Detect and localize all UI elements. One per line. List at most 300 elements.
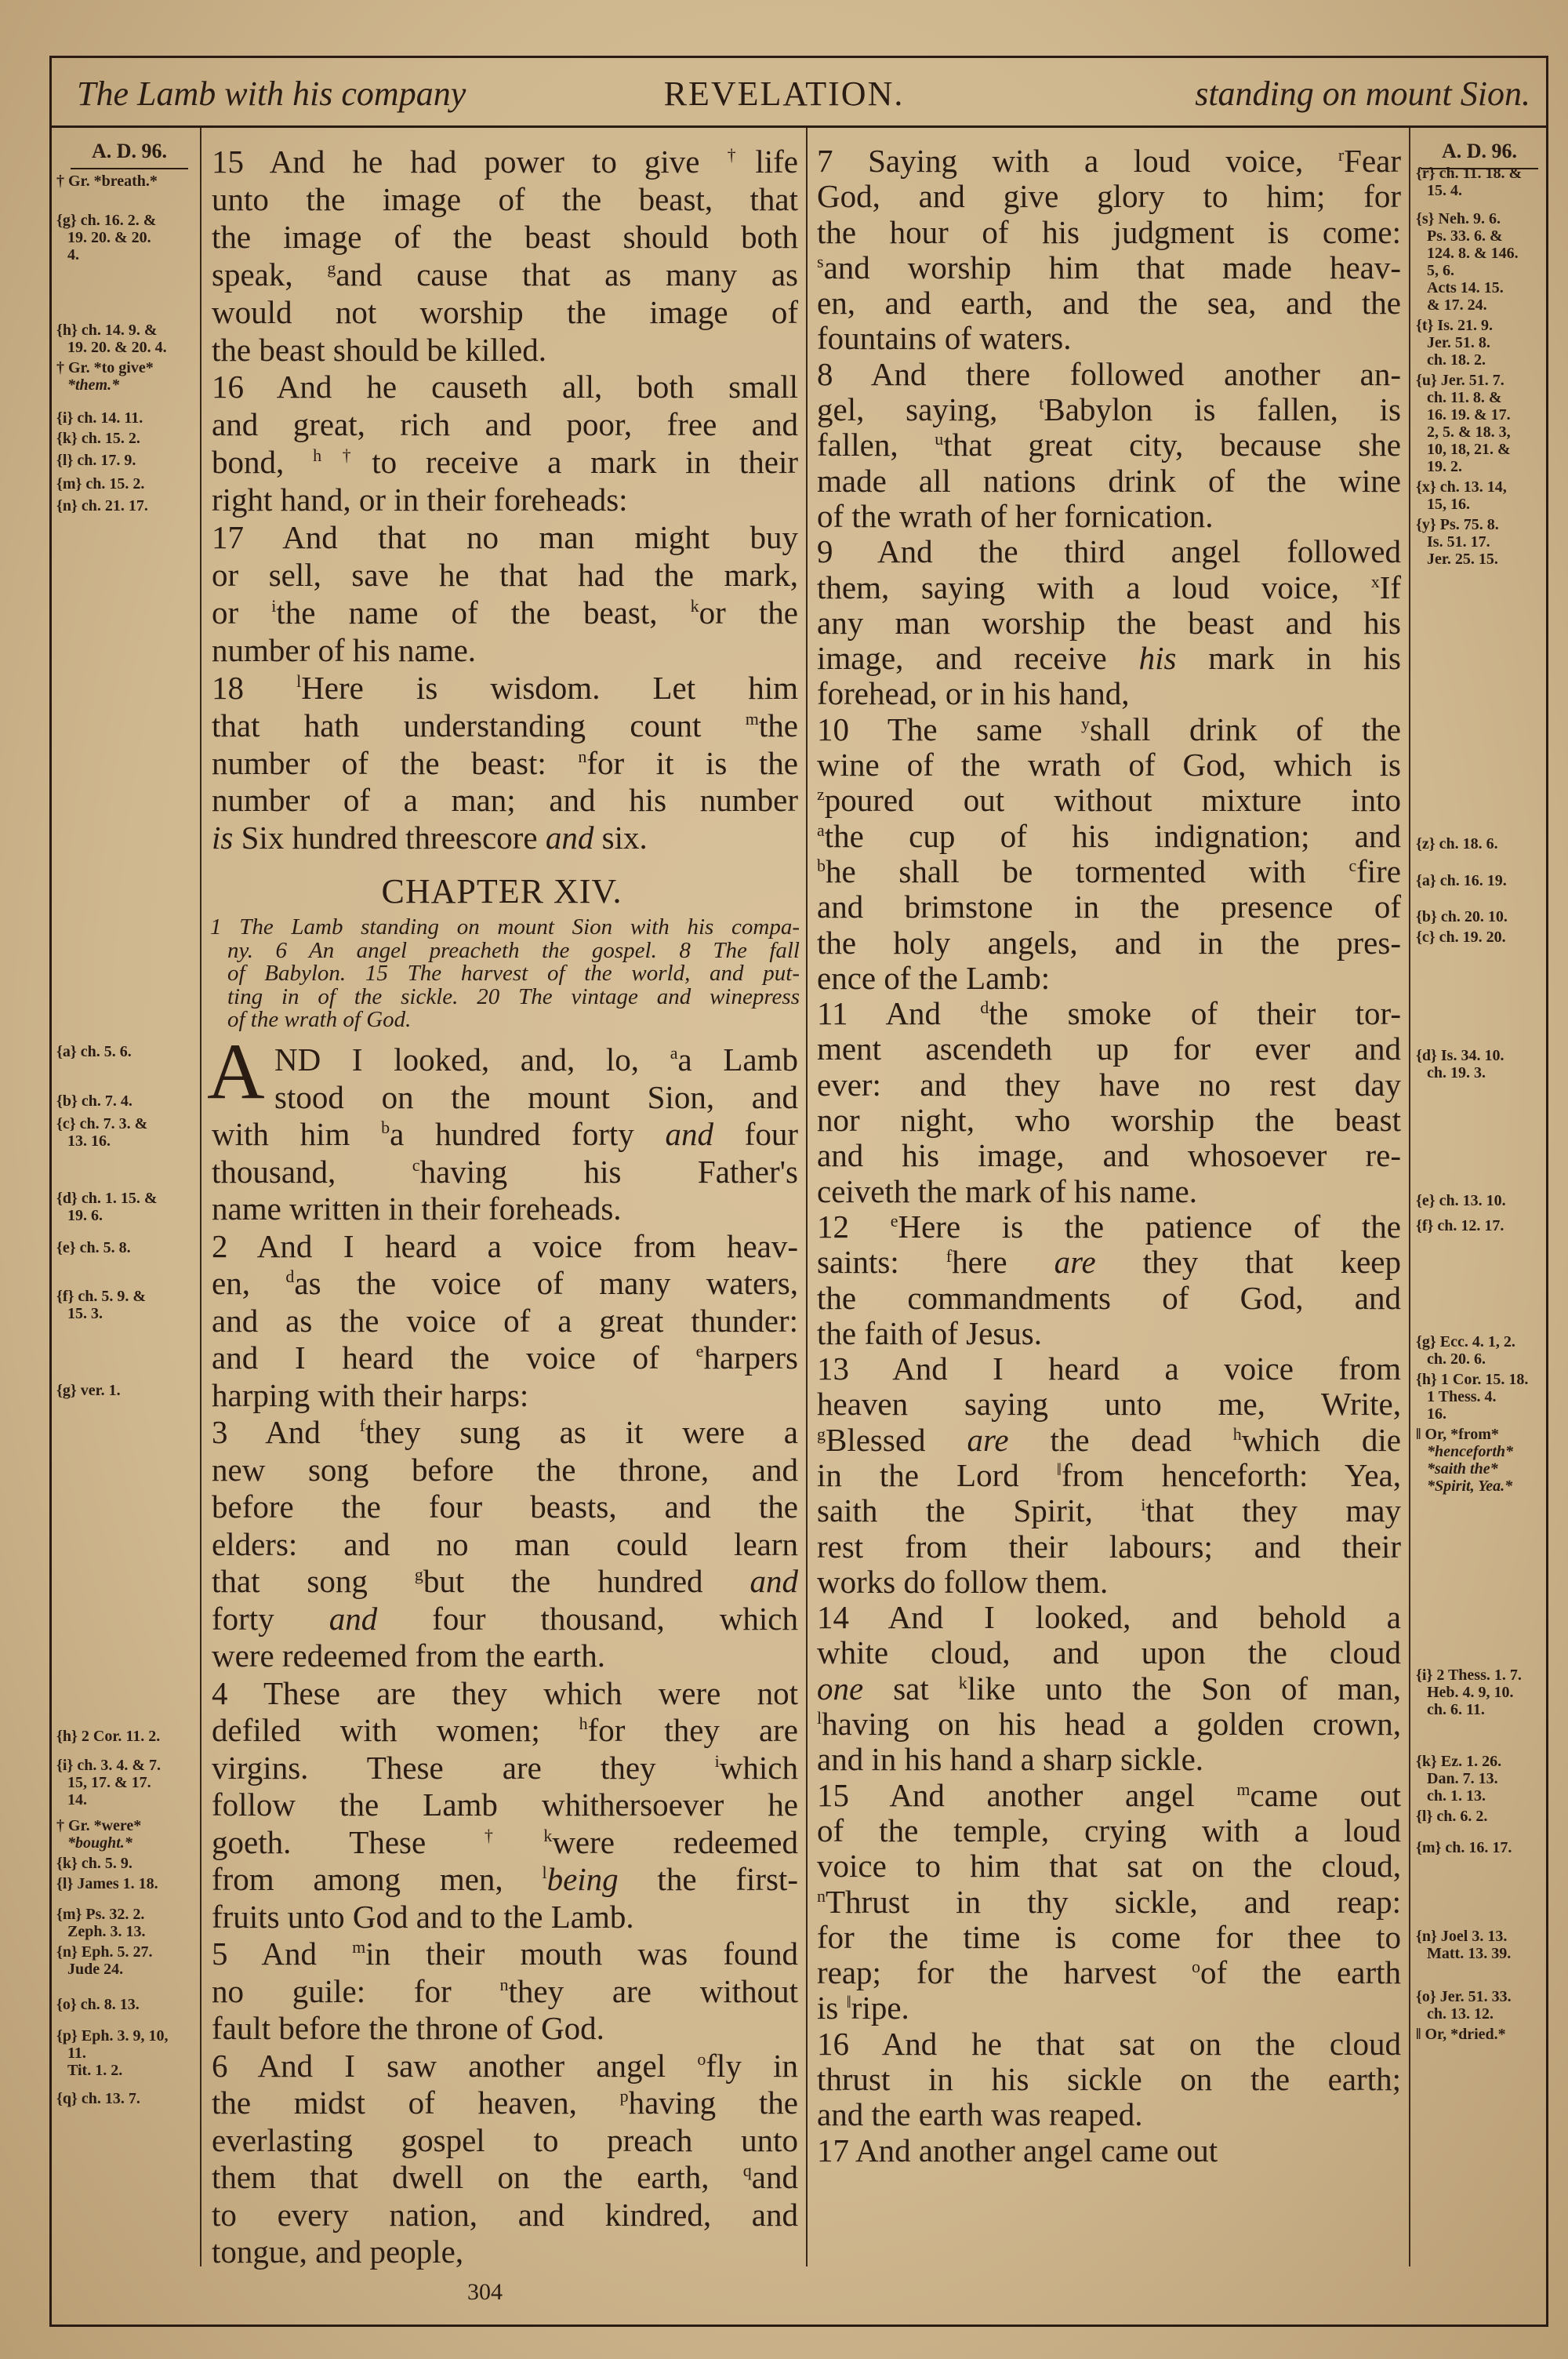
note-line: {f} ch. 5. 9. & (56, 1288, 147, 1305)
note-line: 19. 20. & 20. 4. (67, 339, 167, 356)
text-line: is Six hundred threescore and six. (212, 820, 648, 856)
note-line: {c} ch. 19. 20. (1416, 929, 1506, 946)
text-line: heaven saying unto me, Write, (817, 1386, 1401, 1423)
italic-text: and (750, 1563, 798, 1599)
note-line: {m} Ps. 32. 2. (56, 1906, 145, 1923)
note-line: Dan. 7. 13. (1427, 1770, 1498, 1787)
text-line: for the time is come for thee to (817, 1918, 1401, 1955)
text-line: and great, rich and poor, free and (212, 406, 798, 443)
reference-mark: p (619, 2086, 629, 2106)
reference-mark: i (714, 1750, 720, 1771)
text-line: $^b$he shall be tormented with $^c$fire (817, 852, 1401, 889)
note-line: † Gr. *were* (56, 1817, 142, 1834)
text-line: 12 $^e$Here is the patience of the (817, 1208, 1401, 1245)
reference-mark: l (542, 1863, 547, 1882)
text-line: them that dwell on the earth, $^q$and (212, 2159, 798, 2195)
text-line: saith the Spirit, $^i$that they may (817, 1492, 1401, 1529)
text-line: 17 And another angel came out (817, 2132, 1218, 2168)
text-line: right hand, or in their foreheads: (212, 482, 628, 518)
note-line: 11. (67, 2045, 86, 2062)
note-line: {x} ch. 13. 14, (1416, 478, 1507, 496)
text-line: reap; for the harvest $^o$of the earth (817, 1954, 1401, 1991)
text-line: number of the beast: $^n$for it is the (212, 744, 798, 781)
note-line: Is. 51. 17. (1427, 533, 1490, 551)
cross-reference-note (1416, 1217, 1544, 1234)
running-head-left: The Lamb with his company (77, 75, 466, 113)
text-line: fruits unto God and to the Lamb. (212, 1898, 634, 1935)
text-line: en, and earth, and the sea, and the (817, 285, 1401, 322)
text-line: and in his hand a sharp sickle. (817, 1741, 1204, 1778)
right-column (817, 144, 1401, 2168)
reference-mark: s (817, 251, 824, 271)
cross-reference-note (1416, 516, 1544, 568)
reference-mark: k (958, 1672, 967, 1692)
text-line: forehead, or in his hand, (817, 675, 1130, 712)
note-line: 19. 2. (1427, 458, 1462, 475)
cross-reference-note (56, 1906, 194, 1940)
note-line: {y} Ps. 75. 8. (1416, 516, 1499, 533)
note-line: {e} ch. 13. 10. (1416, 1192, 1506, 1209)
note-line: ch. 11. 8. & (1427, 389, 1502, 406)
note-line: {s} Neh. 9. 6. (1416, 210, 1501, 227)
note-line: {u} Jer. 51. 7. (1416, 372, 1504, 389)
note-line: *saith the* (1427, 1460, 1498, 1478)
cross-reference-note (1416, 1667, 1544, 1718)
note-line: {i} ch. 3. 4. & 7. (56, 1757, 161, 1774)
note-line: {r} ch. 11. 18. & (1416, 165, 1523, 182)
left-column-lower (212, 1041, 798, 2271)
note-line: 16. (1427, 1405, 1446, 1423)
text-line: with him $^b$a hundred forty and four (212, 1116, 798, 1152)
text-line: number of a man; and his number (212, 782, 798, 819)
text-line: ND I looked, and, lo, $^a$a Lamb (274, 1041, 798, 1078)
text-line: harping with their harps: (212, 1376, 529, 1413)
note-line: Acts 14. 15. (1427, 279, 1504, 296)
text-line: that hath understanding count $^m$the (212, 707, 798, 743)
note-line: {d} Is. 34. 10. (1416, 1047, 1504, 1064)
text-line: fallen, $^u$that great city, because she (817, 427, 1401, 463)
note-line: 15. 3. (67, 1305, 103, 1322)
text-line: number of his name. (212, 631, 477, 668)
column-rule-right (1409, 128, 1410, 2266)
text-line: fountains of waters. (817, 320, 1072, 357)
text-line: gel, saying, $^t$Babylon is fallen, is (817, 391, 1401, 428)
note-line: {n} ch. 21. 17. (56, 497, 148, 514)
text-line: 7 Saying with a loud voice, $^r$Fear (817, 143, 1401, 179)
text-line: or sell, save he that had the mark, (212, 556, 798, 593)
drop-cap: A (207, 1027, 265, 1116)
note-line: ch. 1. 13. (1427, 1787, 1486, 1805)
cross-reference-note (56, 1190, 194, 1224)
reference-mark: o (697, 2048, 706, 2069)
text-line: of the wrath of her fornication. (817, 497, 1214, 534)
text-line: unto the image of the beast, that (212, 180, 798, 217)
note-line: {o} ch. 8. 13. (56, 1996, 140, 2013)
text-line: and brimstone in the presence of (817, 889, 1401, 925)
note-line: † Gr. *breath.* (56, 173, 158, 190)
text-line: made all nations drink of the wine (817, 462, 1401, 499)
text-line: from among men, $^l$being the first- (212, 1861, 798, 1897)
note-line: & 17. 24. (1427, 296, 1487, 314)
note-line: 19. 20. & 20. (67, 229, 151, 246)
reference-mark: r (1338, 145, 1345, 165)
cross-reference-note (1416, 1839, 1544, 1856)
cross-reference-note (56, 359, 194, 394)
text-line: 8 And there followed another an- (817, 355, 1401, 392)
note-line: 5, 6. (1427, 262, 1454, 279)
note-line: 16. 19. & 17. (1427, 406, 1511, 423)
cross-reference-note (1416, 929, 1544, 946)
text-line: and the earth was reaped. (817, 2096, 1143, 2133)
note-line: *Spirit, Yea.* (1427, 1478, 1513, 1495)
note-line: *them.* (67, 376, 120, 394)
text-line: before the four beasts, and the (212, 1488, 798, 1525)
text-line: 2 And I heard a voice from heav- (212, 1227, 798, 1264)
text-line: $^s$and worship him that made heav- (817, 249, 1401, 285)
italic-text: and (665, 1116, 713, 1152)
cross-reference-note (1416, 872, 1544, 889)
cross-reference-note (1416, 478, 1544, 513)
text-line: $^n$Thrust in thy sickle, and reap: (817, 1883, 1401, 1920)
running-head-right: standing on mount Sion. (1195, 75, 1530, 113)
text-line: 9 And the third angel followed (817, 533, 1401, 570)
note-line: 1 Thess. 4. (1427, 1388, 1497, 1405)
reference-mark: x (1370, 571, 1380, 591)
text-line: $^a$the cup of his indignation; and (817, 817, 1401, 854)
cross-reference-note (56, 1092, 194, 1110)
text-line: everlasting gospel to preach unto (212, 2121, 798, 2158)
text-line: or $^i$the name of the beast, $^k$or the (212, 594, 798, 631)
reference-mark: f (359, 1416, 365, 1435)
note-line: 2, 5. & 18. 3, (1427, 423, 1511, 441)
text-line: any man worship the beast and his (817, 604, 1401, 641)
text-line: 11 And $^d$the smoke of their tor- (817, 995, 1402, 1032)
note-line: {i} 2 Thess. 1. 7. (1416, 1667, 1522, 1684)
text-line: no guile: for $^n$they are without (212, 1972, 798, 2009)
note-line: {k} ch. 15. 2. (56, 430, 140, 447)
note-line: {b} ch. 20. 10. (1416, 908, 1508, 925)
note-line: Tit. 1. 2. (67, 2062, 123, 2079)
note-line: {p} Eph. 3. 9, 10, (56, 2027, 169, 2045)
text-line: 6 And I saw another angel $^o$fly in (212, 2047, 798, 2084)
note-line: 14. (67, 1791, 87, 1808)
note-line: {a} ch. 16. 19. (1416, 872, 1507, 889)
note-line: 10, 18, 21. & (1427, 441, 1511, 458)
cross-reference-note (1416, 1426, 1544, 1495)
reference-mark: c (412, 1154, 420, 1175)
text-line: virgins. These are they $^i$which (212, 1749, 798, 1786)
note-line: {g} ch. 16. 2. & (56, 212, 157, 229)
cross-reference-note (56, 1115, 194, 1150)
text-line: defiled with women; $^h$for they are (212, 1712, 798, 1748)
text-line: that song $^g$but the hundred and (212, 1563, 798, 1599)
text-line: 4 These are they which were not (212, 1674, 798, 1711)
text-line: of the temple, crying with a loud (817, 1812, 1401, 1848)
note-line: {a} ch. 5. 6. (56, 1043, 132, 1060)
reference-mark: d (285, 1267, 295, 1286)
reference-mark: e (890, 1210, 898, 1230)
note-line: Jude 24. (67, 1961, 124, 1978)
cross-reference-note (1416, 1371, 1544, 1423)
note-line: ch. 19. 3. (1427, 1064, 1486, 1081)
reference-mark: †k (484, 1825, 553, 1845)
text-line: wine of the wrath of God, which is (817, 747, 1401, 783)
note-line: 15, 17. & 17. (67, 1774, 151, 1791)
reference-mark: u (935, 429, 944, 449)
note-line: {h} ch. 14. 9. & (56, 322, 158, 339)
italic-text: and (545, 820, 594, 856)
cross-reference-note (1416, 835, 1544, 852)
note-line: {e} ch. 5. 8. (56, 1239, 131, 1256)
text-line: 16 And he that sat on the cloud (817, 2025, 1401, 2062)
cross-reference-note (1416, 2026, 1544, 2043)
note-line: {n} Joel 3. 13. (1416, 1928, 1508, 1945)
text-line: new song before the throne, and (212, 1451, 798, 1488)
text-line: 10 The same $^y$shall drink of the (817, 711, 1401, 747)
summary-line: of the wrath of God. (227, 1007, 412, 1032)
note-line: {h} 2 Cor. 11. 2. (56, 1728, 161, 1745)
note-line: {b} ch. 7. 4. (56, 1092, 132, 1110)
right-margin-year: A. D. 96. (1421, 140, 1538, 169)
reference-mark: d (980, 998, 989, 1018)
text-line: $^l$having on his head a golden crown, (817, 1706, 1401, 1743)
note-line: Ps. 33. 6. & (1427, 227, 1503, 245)
cross-reference-note (56, 2090, 194, 2107)
cross-reference-note (1416, 1988, 1544, 2023)
cross-reference-note (1416, 210, 1544, 314)
cross-reference-note (1416, 908, 1544, 925)
text-line: one sat $^k$like unto the Son of man, (817, 1670, 1401, 1707)
note-line: {n} Eph. 5. 27. (56, 1943, 153, 1961)
note-line: {k} Ez. 1. 26. (1416, 1753, 1502, 1770)
text-line: follow the Lamb whithersoever he (212, 1787, 798, 1823)
text-line: is ‖ripe. (817, 1990, 909, 2026)
column-rule-left (200, 128, 201, 2266)
text-line: fault before the throne of God. (212, 2010, 604, 2046)
reference-mark: a (670, 1043, 678, 1063)
italic-text: is (212, 820, 234, 856)
text-line: tongue, and people, (212, 2234, 464, 2270)
note-line: {q} ch. 13. 7. (56, 2090, 140, 2107)
cross-reference-note (1416, 1808, 1544, 1825)
text-line: in the Lord ‖from henceforth: Yea, (817, 1456, 1401, 1493)
text-line: stood on the mount Sion, and (274, 1078, 798, 1115)
cross-reference-note (56, 173, 194, 190)
text-line: speak, $^g$and cause that as many as (212, 256, 798, 293)
cross-reference-note (56, 497, 194, 514)
cross-reference-note (1416, 372, 1544, 475)
header-rule (49, 125, 1548, 128)
cross-reference-note (56, 430, 194, 447)
summary-line: ny. 6 An angel preacheth the gospel. 8 The fall (227, 937, 800, 963)
note-line: {m} ch. 16. 17. (1416, 1839, 1512, 1856)
reference-mark: g (414, 1565, 423, 1584)
cross-reference-note (56, 1239, 194, 1256)
reference-mark: h† (313, 445, 372, 466)
text-line: 15 And another angel $^m$came out (817, 1776, 1401, 1813)
reference-mark: q (742, 2161, 752, 2180)
cross-reference-note (56, 1875, 194, 1892)
reference-mark: h (579, 1714, 588, 1733)
summary-line: 1 The Lamb standing on mount Sion with his compa- (210, 914, 800, 940)
left-margin-year: A. D. 96. (71, 140, 188, 169)
text-line: 16 And he causeth all, both small (212, 369, 798, 405)
text-line: 17 And that no man might buy (212, 519, 798, 556)
reference-mark: l (817, 1708, 822, 1728)
text-line: 13 And I heard a voice from (817, 1350, 1401, 1387)
text-line: thrust in his sickle on the earth; (817, 2061, 1401, 2098)
note-line: ‖ Or, *dried.* (1416, 2026, 1506, 2043)
note-line: {o} Jer. 51. 33. (1416, 1988, 1512, 2005)
note-line: 15. 4. (1427, 182, 1462, 199)
cross-reference-note (1416, 1333, 1544, 1368)
text-line: the faith of Jesus. (817, 1314, 1042, 1351)
reference-mark: k (690, 595, 699, 616)
note-line: † Gr. *to give* (56, 359, 154, 376)
chapter-summary (210, 916, 800, 1032)
text-line: God, and give glory to him; for (817, 178, 1401, 215)
note-line: {h} 1 Cor. 15. 18. (1416, 1371, 1529, 1388)
reference-mark: a (817, 820, 825, 840)
text-line: ceiveth the mark of his name. (817, 1172, 1197, 1209)
text-line: en, $^d$as the voice of many waters, (212, 1265, 798, 1301)
cross-reference-note (56, 1288, 194, 1322)
note-line: ch. 18. 2. (1427, 351, 1486, 369)
reference-mark: o (1191, 1957, 1200, 1977)
text-line: and I heard the voice of $^e$harpers (212, 1339, 798, 1376)
cross-reference-note (1416, 165, 1544, 199)
cross-reference-note (1416, 1047, 1544, 1081)
note-line: {m} ch. 15. 2. (56, 475, 145, 493)
cross-reference-note (56, 475, 194, 493)
cross-reference-note (1416, 1192, 1544, 1209)
text-line: elders: and no man could learn (212, 1525, 798, 1562)
note-line: {k} ch. 5. 9. (56, 1855, 132, 1872)
text-line: the image of the beast should both (212, 218, 798, 255)
text-line: the midst of heaven, $^p$having the (212, 2085, 798, 2121)
note-line: 19. 6. (67, 1207, 103, 1224)
text-line: forty and four thousand, which (212, 1600, 798, 1637)
text-line: goeth. These $^{\dagger k}$were redeemed (212, 1823, 798, 1860)
italic-text: are (967, 1421, 1009, 1458)
italic-text: his (1138, 640, 1177, 677)
reference-mark: f (946, 1246, 953, 1267)
italic-text: one (817, 1670, 864, 1707)
note-line: Matt. 13. 39. (1427, 1945, 1512, 1962)
note-line: {d} ch. 1. 15. & (56, 1190, 158, 1207)
cross-reference-note (56, 212, 194, 264)
note-line: 4. (67, 246, 79, 264)
note-line: Zeph. 3. 13. (67, 1923, 146, 1940)
column-rule-center (806, 128, 808, 2266)
reference-mark: i (1141, 1495, 1146, 1515)
note-line: {l} James 1. 18. (56, 1875, 158, 1892)
text-line: the commandments of God, and (817, 1279, 1401, 1316)
reference-mark: † (727, 145, 756, 165)
text-line: rest from their labours; and their (817, 1528, 1401, 1565)
text-line: bond, $^{h\dagger}$to receive a mark in their (212, 444, 799, 481)
book-title: REVELATION. (663, 75, 905, 113)
text-line: works do follow them. (817, 1563, 1109, 1600)
reference-mark: g (327, 257, 336, 278)
text-line: 14 And I looked, and behold a (817, 1599, 1401, 1636)
text-line: ever: and they have no rest day (817, 1066, 1401, 1103)
reference-mark: h (1232, 1423, 1242, 1444)
cross-reference-note (56, 1996, 194, 2013)
note-line: ch. 13. 12. (1427, 2005, 1494, 2023)
reference-mark: n (817, 1885, 826, 1906)
reference-mark: n (578, 746, 587, 766)
reference-mark: g (817, 1423, 826, 1444)
reference-mark: n (499, 1974, 509, 1994)
cross-reference-note (56, 1943, 194, 1978)
note-line: ch. 20. 6. (1427, 1350, 1486, 1368)
text-line: them, saying with a loud voice, $^x$If (817, 569, 1401, 605)
reference-mark: l (296, 671, 302, 691)
text-line: 15 And he had power to give †life (212, 144, 799, 180)
text-line: 5 And $^m$in their mouth was found (212, 1936, 798, 1972)
note-line: *bought.* (67, 1834, 132, 1852)
note-line: {g} Ecc. 4. 1, 2. (1416, 1333, 1515, 1350)
reference-mark: m (1236, 1779, 1250, 1799)
reference-mark: m (352, 1937, 366, 1957)
summary-line: ting in of the sickle. 20 The vintage and winepress (227, 983, 800, 1009)
cross-reference-note (1416, 317, 1544, 369)
note-line: 124. 8. & 146. (1427, 245, 1519, 262)
text-line: image, and receive his mark in his (817, 640, 1401, 677)
note-line: ‖ Or, *from* (1416, 1426, 1499, 1443)
note-line: {g} ver. 1. (56, 1382, 121, 1399)
note-line: *henceforth* (1427, 1443, 1513, 1460)
cross-reference-note (56, 1757, 194, 1808)
cross-reference-note (56, 1728, 194, 1745)
reference-mark: c (1348, 855, 1357, 875)
text-line: were redeemed from the earth. (212, 1637, 605, 1674)
note-line: Jer. 51. 8. (1427, 334, 1490, 351)
note-line: {c} ch. 7. 3. & (56, 1115, 148, 1132)
text-line: to every nation, and kindred, and (212, 2196, 798, 2233)
reference-mark: ‖ (1056, 1459, 1062, 1479)
cross-reference-note (56, 409, 194, 427)
text-line: and as the voice of a great thunder: (212, 1302, 798, 1339)
reference-mark: b (381, 1118, 390, 1137)
chapter-title: CHAPTER XIV. (381, 872, 622, 911)
text-line: voice to him that sat on the cloud, (817, 1848, 1401, 1885)
italic-text: being (546, 1861, 619, 1897)
text-line: ence of the Lamb: (817, 959, 1051, 996)
text-line: white cloud, and upon the cloud (817, 1634, 1401, 1671)
text-line: 18 $^l$Here is wisdom. Let him (212, 669, 798, 706)
page-number: 304 (467, 2279, 503, 2305)
reference-mark: i (271, 595, 277, 616)
text-line: 3 And $^f$they sung as it were a (212, 1414, 798, 1450)
text-line: the beast should be killed. (212, 331, 546, 368)
text-line: the holy angels, and in the pres- (817, 924, 1401, 961)
note-line: 15, 16. (1427, 496, 1470, 513)
cross-reference-note (56, 1817, 194, 1852)
text-line: $^g$Blessed are the dead $^h$which die (817, 1421, 1401, 1458)
note-line: {l} ch. 17. 9. (56, 452, 136, 469)
note-line: {z} ch. 18. 6. (1416, 835, 1498, 852)
italic-text: are (1054, 1244, 1096, 1281)
reference-mark: z (817, 784, 825, 805)
summary-line: of Babylon. 15 The harvest of the world, and put- (227, 961, 800, 986)
reference-mark: b (817, 855, 826, 875)
reference-mark: e (695, 1341, 704, 1361)
italic-text: and (328, 1600, 378, 1637)
reference-mark: t (1039, 394, 1044, 414)
note-line: {l} ch. 6. 2. (1416, 1808, 1488, 1825)
